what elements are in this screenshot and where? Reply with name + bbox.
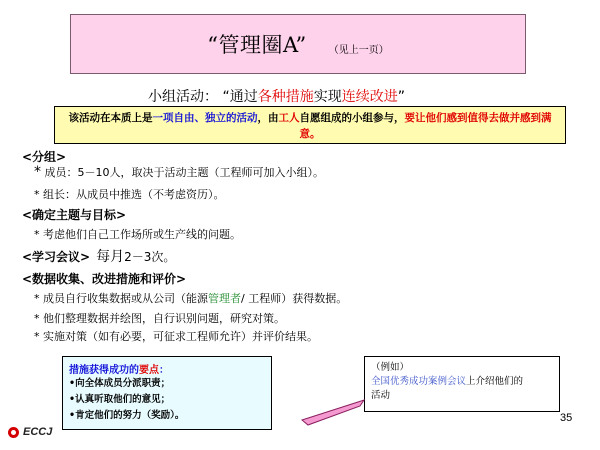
success-points-heading — [69, 361, 265, 376]
slide-title: “管理圈A” — [207, 33, 307, 57]
list-item-text: 成员：5－10人，取决于活动主题（工程师可加入小组）。 — [44, 166, 324, 179]
subtitle-colon: ： — [204, 89, 218, 105]
asterisk-icon: * — [34, 228, 40, 241]
note-highlight: 工人 — [278, 112, 300, 124]
subtitle-highlight: 连续改进 — [341, 89, 398, 105]
example-text — [371, 375, 553, 389]
subtitle-part: 实现 — [313, 89, 342, 105]
heading-highlight: 要点 — [139, 365, 159, 376]
list-item — [34, 290, 347, 306]
list-item-text: 组长：从成员中推选（不考虑资历）。 — [43, 188, 225, 201]
subtitle-label: 小组活动 — [148, 89, 204, 105]
asterisk-icon: * — [34, 312, 40, 325]
example-heading: （例如） — [371, 362, 410, 373]
subtitle-quote — [222, 89, 405, 107]
eccj-logo-text: ECCJ — [23, 426, 53, 438]
example-highlight: 全国优秀成功案例会议 — [371, 376, 467, 387]
heading-text: ： — [159, 365, 169, 376]
title-box — [70, 14, 526, 74]
callout-arrow-icon — [300, 398, 366, 426]
success-point: •认真听取他们的意见； — [69, 394, 171, 405]
section-heading-meeting — [22, 246, 175, 266]
section-heading-data: <数据收集、改进措施和评价> — [22, 272, 187, 286]
list-item-text: 考虑他们自己工作场所或生产线的问题。 — [43, 228, 241, 241]
heading-text: 措施获得成功的 — [69, 365, 139, 376]
success-point: •向全体成员分派职责； — [69, 378, 171, 389]
meeting-frequency: 每月 — [96, 249, 125, 265]
list-item — [34, 226, 241, 242]
slide-subtitle — [148, 86, 405, 106]
title-reference: （见上一页） — [328, 44, 389, 56]
success-points-box — [62, 356, 272, 430]
asterisk-icon: * — [34, 188, 40, 201]
list-item — [34, 310, 285, 326]
note-text: ，由 — [257, 112, 279, 124]
list-item-text: / 工程师）获得数据。 — [241, 292, 348, 305]
subtitle-part: ” — [397, 89, 405, 105]
list-item-text: 他们整理数据并绘图，自行识别问题，研究对策。 — [43, 312, 285, 325]
section-heading-theme: <确定主题与目标> — [22, 208, 127, 222]
list-item-highlight: 管理者 — [208, 292, 241, 305]
example-box — [364, 356, 560, 412]
section-heading-group: <分组> — [22, 150, 67, 164]
page-number: 35 — [560, 412, 573, 424]
example-text-cont: 活动 — [371, 390, 391, 401]
eccj-logo-icon — [8, 427, 19, 438]
list-item — [34, 328, 318, 344]
meeting-frequency-count: 2－3次。 — [124, 250, 176, 264]
asterisk-icon: * — [34, 164, 41, 180]
asterisk-icon: * — [34, 330, 40, 343]
note-text: 该活动在本质上是 — [68, 112, 153, 124]
list-item-text: 实施对策（如有必要，可征求工程师允许）并评价结果。 — [43, 330, 318, 343]
list-item — [34, 186, 225, 202]
eccj-logo — [8, 426, 52, 438]
note-highlight: 一项自由、独立的活动 — [152, 112, 258, 124]
list-item — [34, 164, 324, 180]
subtitle-highlight: 各种措施 — [257, 89, 314, 105]
note-highlight: 要让他们感到值得去做并感到满意。 — [299, 112, 552, 140]
note-text: 自愿组成的小组参与， — [299, 112, 405, 124]
subtitle-part: “通过 — [222, 89, 258, 105]
section-heading-text: <学习会议> — [22, 250, 91, 264]
example-text-part: 上介绍他们的 — [466, 376, 524, 387]
activity-note — [54, 106, 566, 144]
asterisk-icon: * — [34, 292, 40, 305]
list-item-text: 成员自行收集数据或从公司（能源 — [43, 292, 208, 305]
success-point: •肯定他们的努力（奖励）。 — [69, 410, 185, 421]
